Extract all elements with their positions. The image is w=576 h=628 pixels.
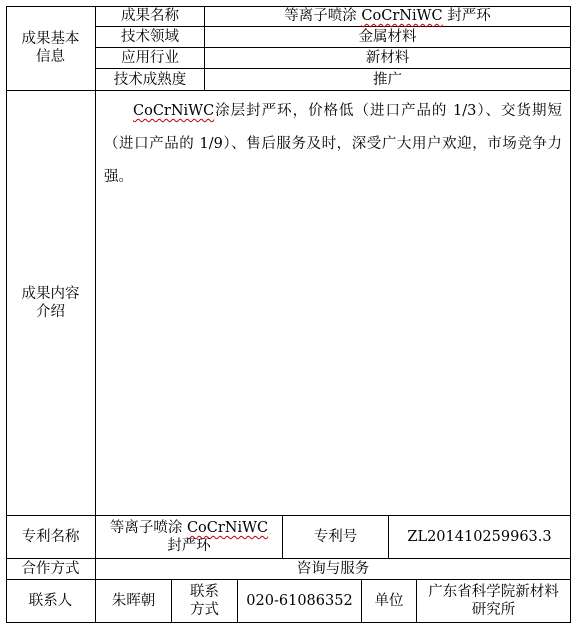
- patent-number-value: ZL201410259963.3: [389, 516, 571, 559]
- industry-value: 新材料: [205, 48, 571, 69]
- achievement-name-label: 成果名称: [96, 6, 205, 27]
- patent-name-value: 等离子喷涂 CoCrNiWC 封严环: [96, 516, 283, 559]
- tech-field-value: 金属材料: [205, 27, 571, 48]
- unit-value: 广东省科学院新材料研究所: [417, 580, 571, 623]
- contact-method-label: 联系方式: [172, 580, 238, 623]
- cooperation-label: 合作方式: [6, 559, 96, 580]
- maturity-label: 技术成熟度: [96, 69, 205, 91]
- content-description: CoCrNiWC涂层封严环，价格低（进口产品的 1/3）、交货期短（进口产品的 1/9）、售后服务及时，深受广大用户欢迎，市场竞争力强。: [96, 91, 571, 516]
- contact-phone-value: 020-61086352: [238, 580, 362, 623]
- industry-label: 应用行业: [96, 48, 205, 69]
- unit-label: 单位: [362, 580, 417, 623]
- content-label: 成果内容介绍: [6, 91, 96, 516]
- achievement-name-value: 等离子喷涂 CoCrNiWC 封严环: [205, 6, 571, 27]
- maturity-value: 推广: [205, 69, 571, 91]
- tech-field-label: 技术领域: [96, 27, 205, 48]
- patent-number-label: 专利号: [283, 516, 389, 559]
- basic-info-label: [6, 6, 96, 91]
- contact-person-value: 朱晖朝: [96, 580, 172, 623]
- patent-name-label: 专利名称: [6, 516, 96, 559]
- contact-person-label: 联系人: [6, 580, 96, 623]
- cooperation-value: 咨询与服务: [96, 559, 571, 580]
- basic-info-label-text: 成果基本信息: [21, 31, 80, 65]
